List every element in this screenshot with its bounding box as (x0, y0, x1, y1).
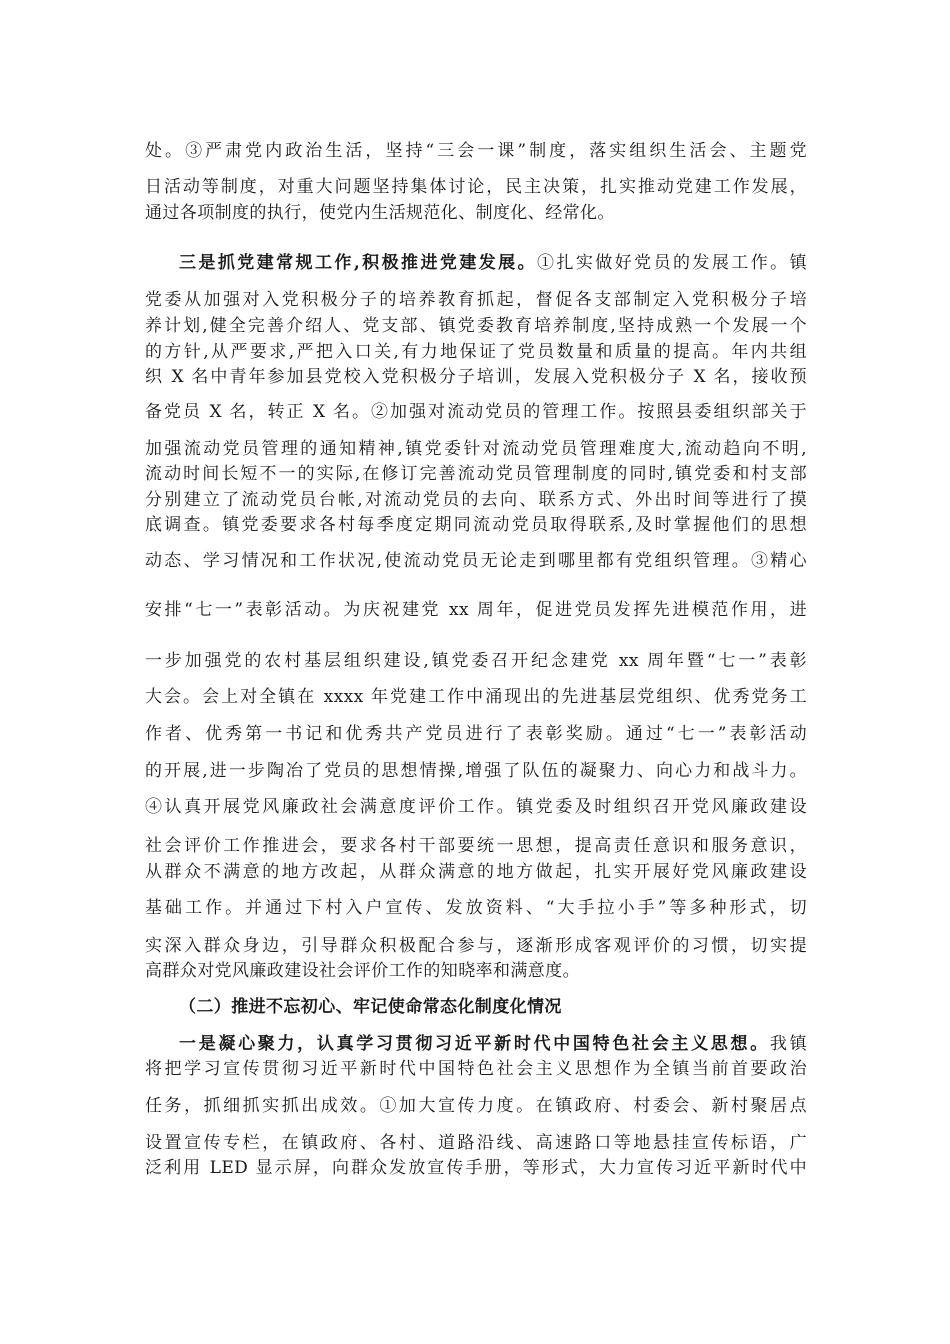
text-line: 流动时间长短不一的实际,在修订完善流动党员管理制度的同时,镇党委和村支部 (145, 464, 807, 484)
text-line: 分别建立了流动党员台帐,对流动党员的去向、联系方式、外出时间等进行了摸 (145, 490, 807, 510)
text-line: 作者、优秀第一书记和优秀共产党员进行了表彰奖励。通过“七一”表彰活动 (145, 724, 807, 744)
text-line: 一步加强党的农村基层组织建设,镇党委召开纪念建党 xx 周年暨“七一”表彰 (145, 651, 807, 671)
text-line: 高群众对党风廉政建设社会评价工作的知晓率和满意度。 (145, 961, 580, 981)
text-line: 泛利用 LED 显示屏，向群众发放宣传手册，等形式，大力宣传习近平新时代中 (145, 1158, 807, 1178)
text-line: 将把学习宣传贯彻习近平新时代中国特色社会主义思想作为全镇当前首要政治 (145, 1059, 807, 1079)
paragraph-lead-line: 一是凝心聚力，认真学习贯彻习近平新时代中国特色社会主义思想。我镇 (179, 1034, 807, 1054)
text-line: 织 X 名中青年参加县党校入党积极分子培训，发展入党积极分子 X 名，接收预 (145, 367, 807, 387)
text-line: 养计划,健全完善介绍人、党支部、镇党委教育培养制度,坚持成熟一个发展一个 (145, 316, 807, 336)
text-line: 安排“七一”表彰活动。为庆祝建党 xx 周年，促进党员发挥先进模范作用，进 (145, 600, 807, 620)
paragraph-heading: 三是抓党建常规工作,积极推进党建发展。 (179, 253, 538, 273)
text-line: 社会评价工作推进会，要求各村干部要统一思想，提高责任意识和服务意识， (145, 836, 807, 856)
text-line: 日活动等制度，对重大问题坚持集体讨论，民主决策，扎实推动党建工作发展， (145, 177, 807, 197)
text-line: 的方针,从严要求,严把入口关,有力地保证了党员数量和质量的提高。年内共组 (145, 342, 807, 362)
text-line: 处。③严肃党内政治生活，坚持“三会一课”制度，落实组织生活会、主题党 (145, 141, 807, 161)
text-line: 党委从加强对入党积极分子的培养教育抓起，督促各支部制定入党积极分子培 (145, 290, 807, 310)
text-line: 的开展,进一步陶冶了党员的思想情操,增强了队伍的凝聚力、向心力和战斗力。 (145, 761, 807, 781)
text-line: 底调查。镇党委要求各村每季度定期同流动党员取得联系,及时掌握他们的思想 (145, 515, 807, 535)
text-line: 任务，抓细抓实抓出成效。①加大宣传力度。在镇政府、村委会、新村聚居点 (145, 1096, 807, 1116)
section-heading: （二）推进不忘初心、牢记使命常态化制度化情况 (179, 997, 562, 1017)
text-line: 实深入群众身边，引导群众积极配合参与，逐渐形成客观评价的习惯，切实提 (145, 936, 807, 956)
paragraph-lead-line: 三是抓党建常规工作,积极推进党建发展。①扎实做好党员的发展工作。镇 (179, 253, 807, 273)
text-line: ④认真开展党风廉政社会满意度评价工作。镇党委及时组织召开党风廉政建设 (145, 797, 807, 817)
text-line: 加强流动党员管理的通知精神,镇党委针对流动党员管理难度大,流动趋向不明, (145, 439, 807, 459)
text-line: 设置宣传专栏，在镇政府、各村、道路沿线、高速路口等地悬挂宣传标语，广 (145, 1133, 807, 1153)
text-line: 通过各项制度的执行，使党内生活规范化、制度化、经常化。 (145, 203, 615, 223)
text-line: 大会。会上对全镇在 xxxx 年党建工作中涌现出的先进基层党组织、优秀党务工 (145, 687, 807, 707)
text-line: 动态、学习情况和工作状况,使流动党员无论走到哪里都有党组织管理。③精心 (145, 551, 807, 571)
text-line: 备党员 X 名，转正 X 名。②加强对流动党员的管理工作。按照县委组织部关于 (145, 402, 807, 422)
text-line: 基础工作。并通过下村入户宣传、发放资料、“大手拉小手”等多种形式，切 (145, 898, 807, 918)
paragraph-heading: 一是凝心聚力，认真学习贯彻习近平新时代中国特色社会主义思想。 (179, 1034, 770, 1054)
text-line: 从群众不满意的地方改起，从群众满意的地方做起，扎实开展好党风廉政建设 (145, 862, 807, 882)
